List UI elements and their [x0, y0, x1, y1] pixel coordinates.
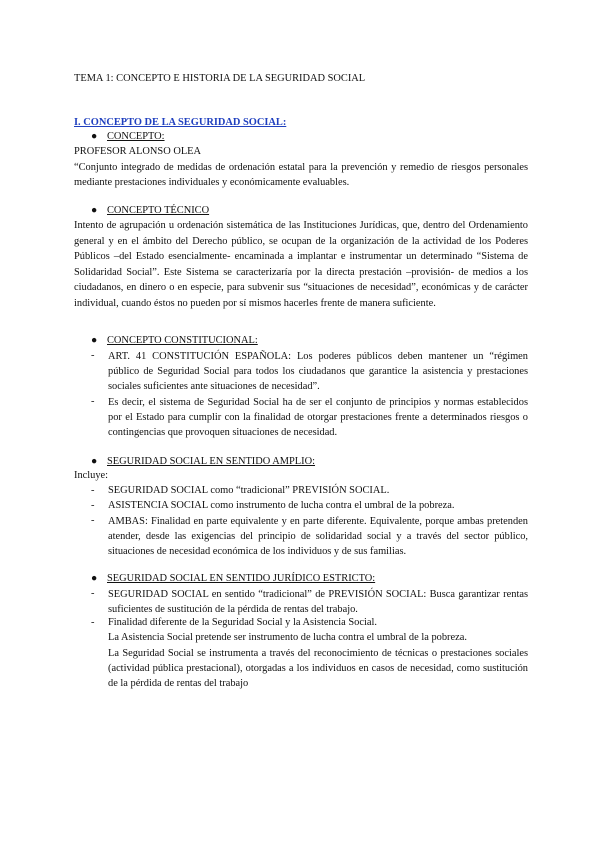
list-item-text: SEGURIDAD SOCIAL como “tradicional” PREVISIÓN SOCIAL. — [108, 485, 390, 496]
bullet-icon: ● — [91, 205, 98, 216]
concepto-tecnico-heading: CONCEPTO TÉCNICO — [107, 205, 210, 216]
list-item-text: Es decir, el sistema de Seguridad Social ha de ser el conjunto de principios y normas establecidos por el Estado para cumplir con la finalidad de otorgar prestaciones frente a determinados riesgos o contingencias que provoquen situaciones de necesidad. — [108, 397, 528, 438]
list-item-text: ASISTENCIA SOCIAL como instrumento de lucha contra el umbral de la pobreza. — [108, 500, 455, 511]
dash-icon: - — [91, 350, 95, 361]
list-item-text: AMBAS: Finalidad en parte equivalente y en parte diferente. Equivalente, porque ambas pretenden atender, desde las exigencias del principio de solidaridad social y a través del sector público, situaciones de necesidad económica de los individuos y de sus familias. — [108, 516, 528, 557]
dash-icon: - — [91, 617, 95, 628]
concepto-constitucional-heading: CONCEPTO CONSTITUCIONAL: — [107, 335, 258, 346]
list-item-text: SEGURIDAD SOCIAL en sentido “tradicional” de PREVISIÓN SOCIAL: Busca garantizar rentas suficientes de sustitución de la pérdida de rentas del trabajo. — [108, 589, 528, 615]
concepto-heading: CONCEPTO: — [107, 131, 165, 142]
document-title: TEMA 1: CONCEPTO E HISTORIA DE LA SEGURIDAD SOCIAL — [74, 73, 366, 84]
bullet-icon: ● — [91, 131, 98, 142]
bullet-icon: ● — [91, 335, 98, 346]
concepto-tecnico-text: Intento de agrupación u ordenación sistemática de las Instituciones Jurídicas, que, dentro del Ordenamiento general y en el ámbito del Derecho público, se ocupan de la organización de la actividad de los Poderes Públicos –del Estado esencialmente- encaminada a implantar e instrumentar un determinado “Sistema de Solidaridad Social”. Este Sistema se caracterizaría por la directa prestación –provisión- de medios a los ciudadanos, en dinero o en especie, para subvenir sus “situaciones de necesidad”, económicas y de carácter individual, cuando éstos no pueden por sí mismos hacerles frente de manera suficiente. — [74, 220, 528, 309]
list-item-text: Finalidad diferente de la Seguridad Social y la Asistencia Social. — [108, 617, 377, 628]
bullet-icon: ● — [91, 456, 98, 467]
dash-icon: - — [91, 515, 95, 526]
section-heading: I. CONCEPTO DE LA SEGURIDAD SOCIAL: — [74, 117, 287, 128]
incluye-label: Incluye: — [74, 470, 109, 481]
dash-icon: - — [91, 485, 95, 496]
bullet-icon: ● — [91, 573, 98, 584]
dash-icon: - — [91, 396, 95, 407]
dash-icon: - — [91, 588, 95, 599]
seguridad-social-note: La Seguridad Social se instrumenta a través del reconocimiento de técnicas o prestaciones sociales (actividad pública prestacional), otorgadas a los individuos en casos de necesidad, como sustitución de la pérdida de rentas del trabajo — [108, 648, 528, 689]
dash-icon: - — [91, 500, 95, 511]
sentido-estricto-heading: SEGURIDAD SOCIAL EN SENTIDO JURÍDICO ESTRICTO: — [107, 573, 376, 584]
sentido-amplio-heading: SEGURIDAD SOCIAL EN SENTIDO AMPLIO: — [107, 456, 316, 467]
asistencia-social-note: La Asistencia Social pretende ser instrumento de lucha contra el umbral de la pobreza. — [108, 632, 467, 643]
author-line: PROFESOR ALONSO OLEA — [74, 146, 202, 157]
list-item-text: ART. 41 CONSTITUCIÓN ESPAÑOLA: Los poderes públicos deben mantener un “régimen público de Seguridad Social para todos los ciudadanos que garantice la asistencia y prestaciones sociales suficientes ante situaciones de necesidad”. — [108, 351, 528, 392]
concepto-text: “Conjunto integrado de medidas de ordenación estatal para la prevención y remedio de riesgos personales mediante prestaciones individuales y económicamente evaluables. — [74, 162, 528, 188]
